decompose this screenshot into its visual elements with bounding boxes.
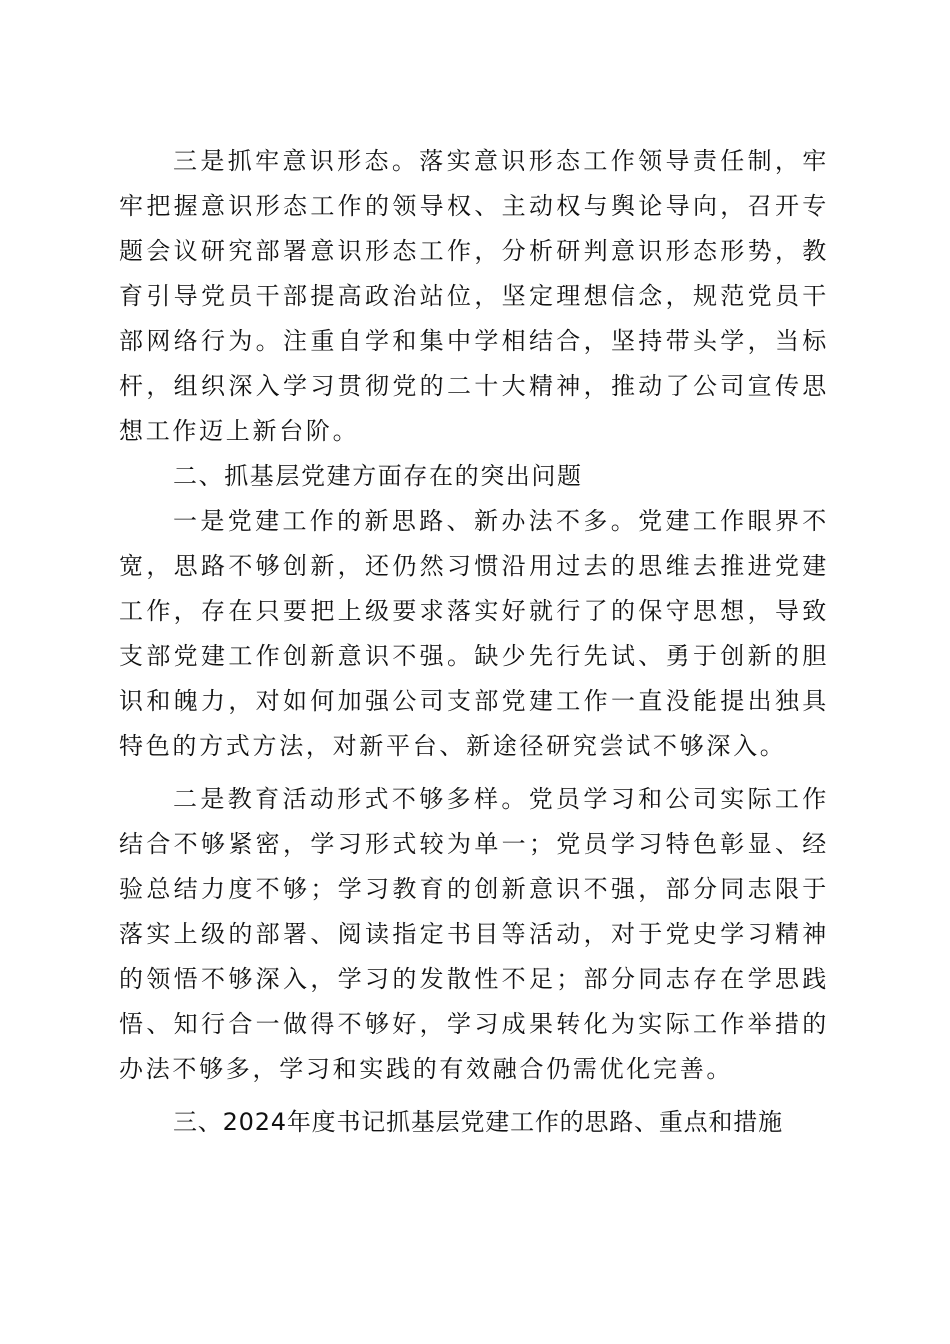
section-heading-2: 二、抓基层党建方面存在的突出问题	[173, 462, 583, 490]
paragraph-lead: 一是党建工作的新思路、新办法不多。	[173, 507, 639, 535]
paragraph-problem-1	[119, 499, 829, 769]
paragraph-text: 党员学习和公司实际工作结合不够紧密，学习形式较为单一；党员学习特色彰显、经验总结力度不够；学习教育的创新意识不强，部分同志限于落实上级的部署、阅读指定书目等活动，对于党史学习精神的领悟不够深入，学习的发散性不足；部分同志存在学思践悟、知行合一做得不够好，学习成果转化为实际工作举措的办法不够多，学习和实践的有效融合仍需优化完善。	[119, 785, 829, 1083]
document-body	[119, 139, 829, 1145]
section-heading-3: 三、2024年度书记抓基层党建工作的思路、重点和措施	[173, 1108, 783, 1136]
paragraph-text: 党建工作眼界不宽，思路不够创新，还仍然习惯沿用过去的思维去推进党建工作，存在只要把上级要求落实好就行了的保守思想，导致支部党建工作创新意识不强。缺少先行先试、勇于创新的胆识和魄力，对如何加强公司支部党建工作一直没能提出独具特色的方式方法，对新平台、新途径研究尝试不够深入。	[119, 507, 829, 760]
paragraph-problem-2	[119, 777, 829, 1092]
paragraph-ideology	[119, 139, 829, 454]
paragraph-lead: 三是抓牢意识形态。	[173, 147, 420, 175]
paragraph-text: 落实意识形态工作领导责任制，牢牢把握意识形态工作的领导权、主动权与舆论导向，召开专题会议研究部署意识形态工作，分析研判意识形态形势，教育引导党员干部提高政治站位，坚定理想信念，规范党员干部网络行为。注重自学和集中学相结合，坚持带头学，当标杆，组织深入学习贯彻党的二十大精神，推动了公司宣传思想工作迈上新台阶。	[119, 147, 829, 445]
paragraph-lead: 二是教育活动形式不够多样。	[173, 785, 529, 813]
